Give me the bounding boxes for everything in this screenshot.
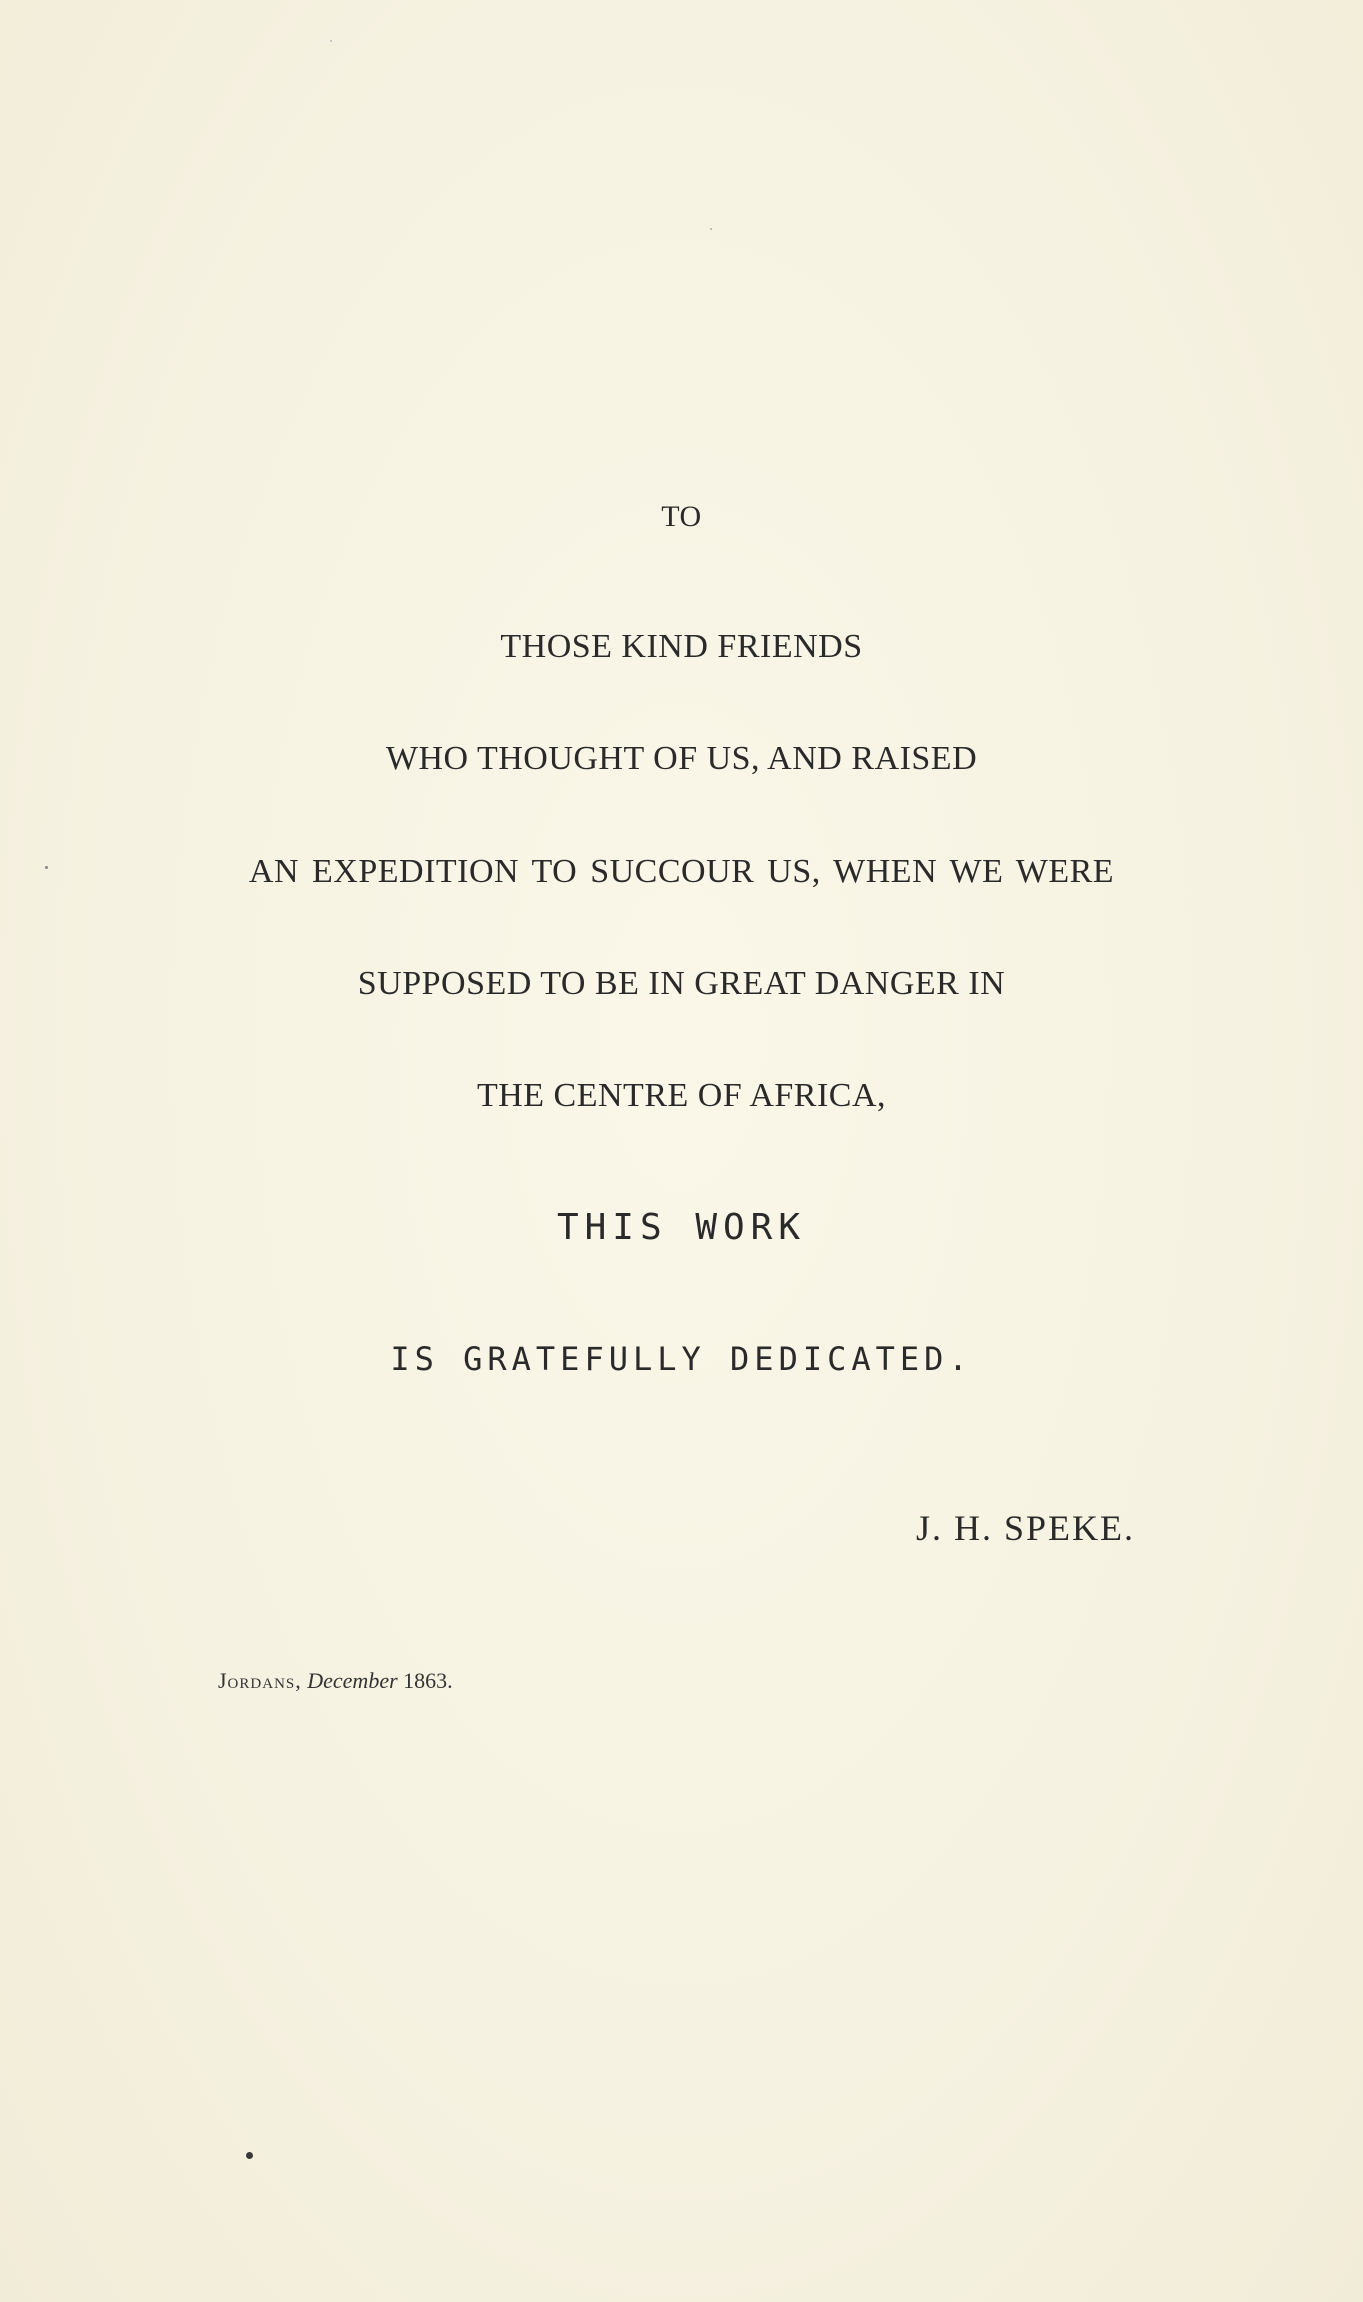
dateline-year: 1863. xyxy=(403,1668,453,1693)
dateline-month: December xyxy=(307,1668,398,1693)
dateline xyxy=(218,1668,453,1694)
print-speck xyxy=(45,866,48,869)
dedication-to: TO xyxy=(661,500,702,533)
print-speck xyxy=(246,2152,253,2159)
print-speck xyxy=(710,228,712,230)
dedication-line-4: SUPPOSED TO BE IN GREAT DANGER IN xyxy=(357,965,1006,1002)
dedication-line-5: THE CENTRE OF AFRICA, xyxy=(476,1077,887,1114)
dedication-line-1: THOSE KIND FRIENDS xyxy=(500,628,863,665)
print-speck xyxy=(330,40,332,42)
dedication-line-3: AN EXPEDITION TO SUCCOUR US, WHEN WE WERE xyxy=(248,853,1115,890)
dateline-place: Jordans, xyxy=(218,1668,302,1693)
author-signature: J. H. SPEKE. xyxy=(915,1508,1135,1548)
dedication-line-2: WHO THOUGHT OF US, AND RAISED xyxy=(385,740,978,777)
dedication-gratefully-dedicated: IS GRATEFULLY DEDICATED. xyxy=(390,1340,973,1378)
dedication-this-work: THIS WORK xyxy=(556,1207,807,1248)
